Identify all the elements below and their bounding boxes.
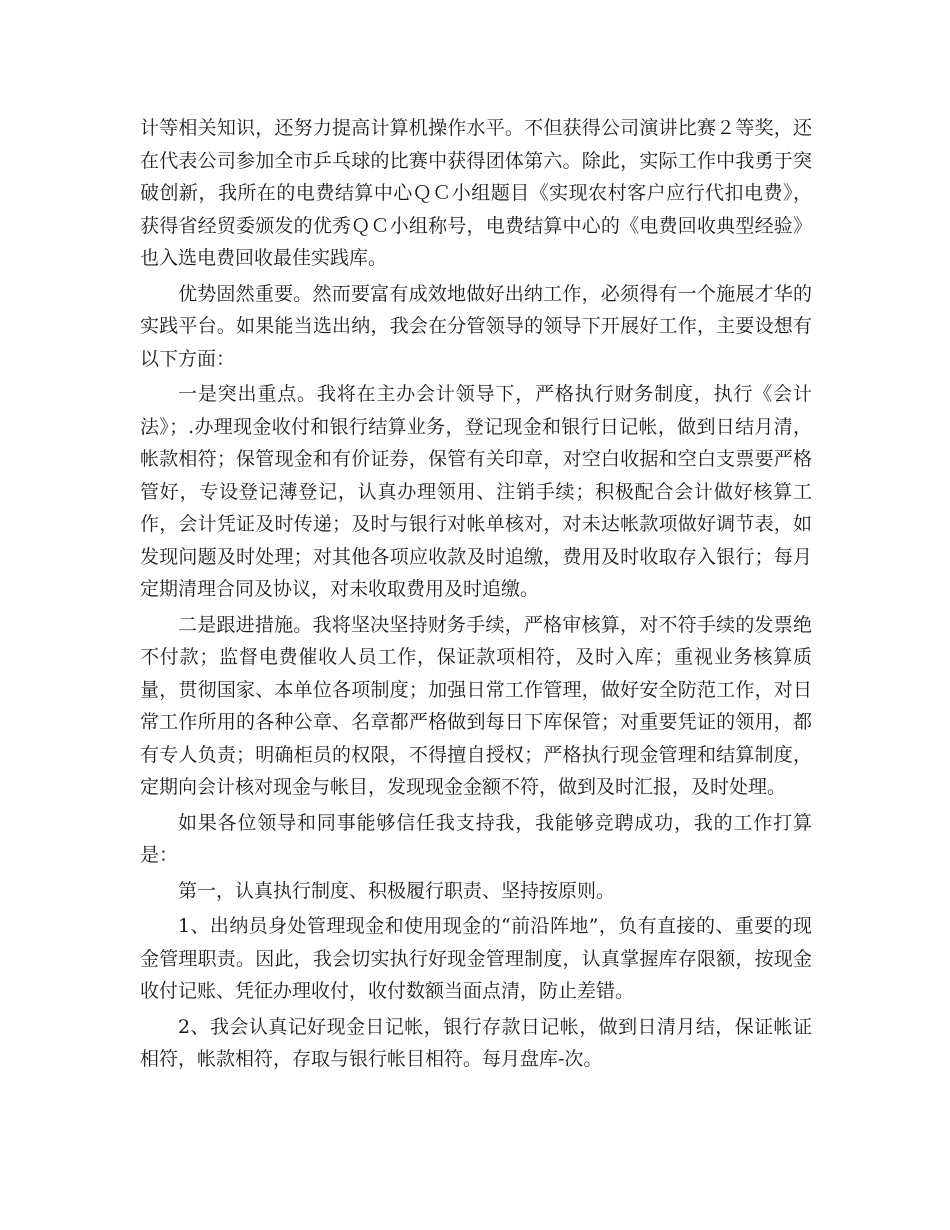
paragraph-focus: 一是突出重点。我将在主办会计领导下，严格执行财务制度，执行《会计法》；.办理现金收付和银行结算业务，登记现金和银行日记帐，做到日结月清，帐款相符；保管现金和有价证券，保管有关印章，对空白收据和空白支票要严格管好，专设登记薄登记，认真办理领用、注销手续；积极配合会计做好核算工作，会计凭证及时传递；及时与银行对帐单核对，对未达帐款项做好调节表，如发现问题及时处理；对其他各项应收款及时追缴，费用及时收取存入银行；每月定期清理合同及协议，对未收取费用及时追缴。 — [140, 383, 812, 600]
paragraph-item-2: 2、我会认真记好现金日记帐，银行存款日记帐，做到日清月结，保证帐证相符，帐款相符，存取与银行帐目相符。每月盘库-次。 — [140, 1015, 812, 1070]
paragraph-work-plan-intro: 如果各位领导和同事能够信任我支持我，我能够竞聘成功，我的工作打算是： — [140, 811, 812, 866]
paragraph-continued: 计等相关知识，还努力提高计算机操作水平。不但获得公司演讲比赛２等奖，还在代表公司参加全市乒乓球的比赛中获得团体第六。除此，实际工作中我勇于突破创新，我所在的电费结算中心ＱＣ小组题目《实现农村客户应行代扣电费》，获得省经贸委颁发的优秀ＱＣ小组称号，电费结算中心的《电费回收典型经验》也入选电费回收最佳实践库。 — [140, 117, 812, 269]
paragraph-advantages: 优势固然重要。然而要富有成效地做好出纳工作，必须得有一个施展才华的实践平台。如果能当选出纳，我会在分管领导的领导下开展好工作，主要设想有以下方面： — [140, 282, 812, 370]
document-body — [140, 112, 812, 1079]
paragraph-first-point: 第一，认真执行制度、积极履行职责、坚持按原则。 — [178, 879, 616, 902]
paragraph-item-1: 1、出纳员身处管理现金和使用现金的“前沿阵地”，负有直接的、重要的现金管理职责。因此，我会切实执行好现金管理制度，认真掌握库存限额，按现金收付记账、凭征办理收付，收付数额当面点清，防止差错。 — [140, 915, 812, 1002]
paragraph-measures: 二是跟进措施。我将坚决坚持财务手续，严格审核算，对不符手续的发票绝不付款；监督电费催收人员工作，保证款项相符，及时入库；重视业务核算质量，贯彻国家、本单位各项制度；加强日常工作管理，做好安全防范工作，对日常工作所用的各种公章、名章都严格做到每日下库保管；对重要凭证的领用，都有专人负责；明确柜员的权限，不得擅自授权；严格执行现金管理和结算制度，定期向会计核对现金与帐目，发现现金金额不符，做到及时汇报，及时处理。 — [140, 613, 812, 798]
